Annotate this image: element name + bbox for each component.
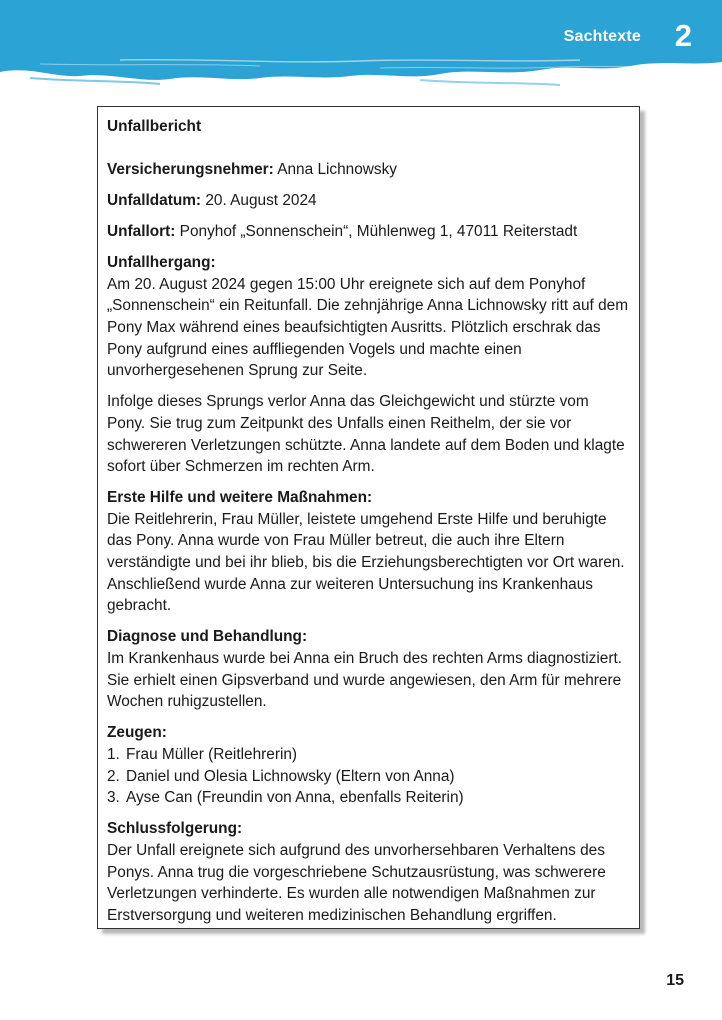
report-title: Unfallbericht — [107, 118, 202, 135]
conclusion-section — [107, 818, 628, 926]
list-item — [107, 787, 628, 809]
date-field — [107, 190, 628, 212]
list-item-text: Frau Müller (Reitlehrerin) — [126, 746, 298, 763]
section-label: Sachtexte — [563, 28, 641, 45]
course-heading: Unfallhergang: — [107, 254, 216, 272]
place-value: Ponyhof „Sonnenschein“, Mühlenweg 1, 47011 Reiterstadt — [175, 222, 578, 240]
accident-course-section — [107, 252, 628, 478]
witnesses-section — [107, 722, 628, 808]
course-paragraph-1: Am 20. August 2024 gegen 15:00 Uhr ereignete sich auf dem Ponyhof „Sonnenschein“ ein Reitunfall. Die zehnjährige Anna Lichnowsky ritt auf dem Pony Max während eines beaufsichtigten Ausritts. Plötzlich erschrak das Pony aufgrund eines auffliegenden Vogels und machte einen unvorhergesehenen Sprung zur Seite. — [107, 275, 629, 380]
list-item — [107, 744, 628, 766]
list-item-number: 1. — [107, 746, 120, 763]
list-item-text: Daniel und Olesia Lichnowsky (Eltern von Anna) — [126, 767, 455, 785]
list-item-number: 3. — [107, 789, 120, 807]
accident-report-box — [97, 106, 640, 929]
conclusion-text: Der Unfall ereignete sich aufgrund des unvorhersehbaren Verhaltens des Ponys. Anna trug die vorgeschriebene Schutzausrüstung, was schwerere Verletzungen verhinderte. Es wurden alle notwendigen Maßnahmen zur Erstversorgung und weiteren medizinischen Behandlung ergriffen. — [107, 841, 606, 924]
place-label: Unfallort: — [107, 222, 176, 240]
date-value: 20. August 2024 — [201, 191, 317, 209]
witness-list — [107, 744, 628, 809]
chapter-number: 2 — [674, 18, 692, 53]
first-aid-text: Die Reitlehrerin, Frau Müller, leistete umgehend Erste Hilfe und beruhigte das Pony. Anna wurde von Frau Müller betreut, die auch ihre Eltern verständigte und bei ihr blieb, bis die Erziehungsberechtigten vor Ort waren. Anschließend wurde Anna zur weiteren Untersuchung ins Krankenhaus gebracht. — [107, 510, 625, 615]
brush-stroke-banner — [0, 0, 722, 92]
diagnosis-heading: Diagnose und Behandlung: — [107, 628, 308, 646]
first-aid-section — [107, 487, 628, 617]
witnesses-heading: Zeugen: — [107, 724, 167, 742]
insured-value: Anna Lichnowsky — [273, 160, 397, 178]
conclusion-heading: Schlussfolgerung: — [107, 820, 243, 838]
insured-label: Versicherungsnehmer: — [107, 160, 274, 178]
header-band — [0, 0, 722, 92]
place-field — [107, 221, 628, 243]
diagnosis-section — [107, 626, 628, 712]
page-number: 15 — [666, 972, 684, 989]
course-paragraph-2: Infolge dieses Sprungs verlor Anna das Gleichgewicht und stürzte vom Pony. Sie trug zum Zeitpunkt des Unfalls einen Reithelm, der sie vor schwereren Verletzungen schützte. Anna landete auf dem Boden und klagte sofort über Schmerzen im rechten Arm. — [107, 393, 625, 476]
list-item-number: 2. — [107, 767, 120, 785]
list-item — [107, 766, 628, 788]
list-item-text: Ayse Can (Freundin von Anna, ebenfalls Reiterin) — [126, 789, 464, 807]
diagnosis-text: Im Krankenhaus wurde bei Anna ein Bruch des rechten Arms diagnostiziert. Sie erhielt einen Gipsverband und wurde angewiesen, den Arm für mehrere Wochen ruhigzustellen. — [107, 650, 623, 711]
date-label: Unfalldatum: — [107, 191, 202, 209]
insured-field — [107, 159, 628, 181]
first-aid-heading: Erste Hilfe und weitere Maßnahmen: — [107, 489, 373, 507]
